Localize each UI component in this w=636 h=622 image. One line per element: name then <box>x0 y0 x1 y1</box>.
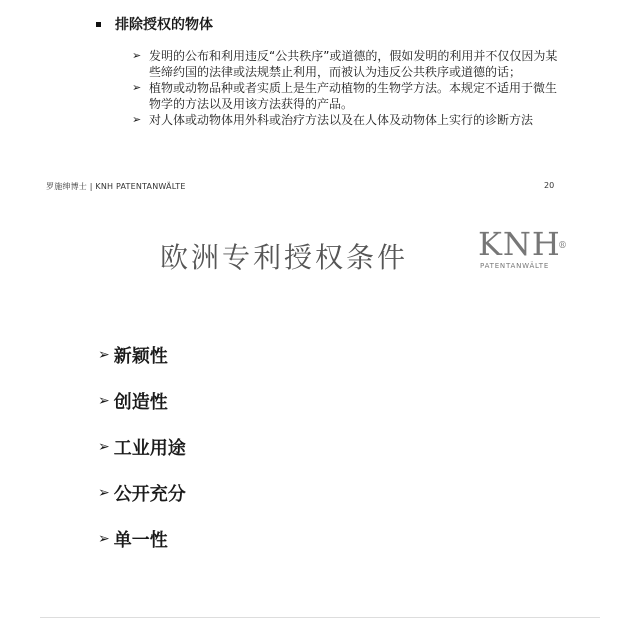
logo-text: KNH <box>478 225 561 263</box>
arrow-bullet-icon: ➢ <box>98 393 110 409</box>
condition-label: 新颖性 <box>113 346 168 367</box>
list-item <box>132 48 562 80</box>
arrow-bullet-icon: ➢ <box>98 531 110 547</box>
list-item-text: 植物或动物品种或者实质上是生产动植物的生物学方法。本规定不适用于微生物学的方法以及用该方法获得的产品。 <box>149 81 558 111</box>
condition-label: 创造性 <box>113 392 168 413</box>
previous-slide <box>0 0 636 200</box>
condition-label: 公开充分 <box>113 484 186 505</box>
registered-mark: ® <box>558 241 568 251</box>
list-item <box>98 524 186 554</box>
condition-label: 工业用途 <box>113 438 186 459</box>
arrow-bullet-icon: ➢ <box>132 113 142 126</box>
section-heading <box>96 14 213 34</box>
condition-label: 单一性 <box>113 530 168 551</box>
slide-page-number: 20 <box>544 181 555 190</box>
arrow-bullet-icon: ➢ <box>98 347 110 363</box>
list-item-text: 发明的公布和利用违反“公共秩序”或道德的，假如发明的利用并不仅仅因为某些缔约国的法律或法规禁止利用，而被认为违反公共秩序或道德的话； <box>149 49 558 79</box>
list-item-text: 对人体或动物体用外科或治疗方法以及在人体及动物体上实行的诊断方法 <box>149 113 534 127</box>
arrow-bullet-icon: ➢ <box>132 49 142 62</box>
arrow-bullet-icon: ➢ <box>98 485 110 501</box>
list-item <box>98 432 186 462</box>
conditions-list <box>98 340 186 570</box>
exclusion-list <box>132 48 562 128</box>
square-bullet-icon <box>96 22 101 27</box>
slide-footer-author: 罗施绅博士 | KNH PATENTANWÄLTE <box>46 182 186 191</box>
list-item <box>98 340 186 370</box>
divider <box>40 617 600 618</box>
arrow-bullet-icon: ➢ <box>98 439 110 455</box>
arrow-bullet-icon: ➢ <box>132 81 142 94</box>
list-item <box>132 80 562 112</box>
list-item <box>98 386 186 416</box>
slide-title: 欧洲专利授权条件 <box>160 241 409 274</box>
knh-logo <box>478 225 588 278</box>
list-item <box>132 112 562 128</box>
list-item <box>98 478 186 508</box>
logo-subtitle: PATENTANWÄLTE <box>480 262 550 270</box>
section-heading-text: 排除授权的物体 <box>115 17 213 33</box>
